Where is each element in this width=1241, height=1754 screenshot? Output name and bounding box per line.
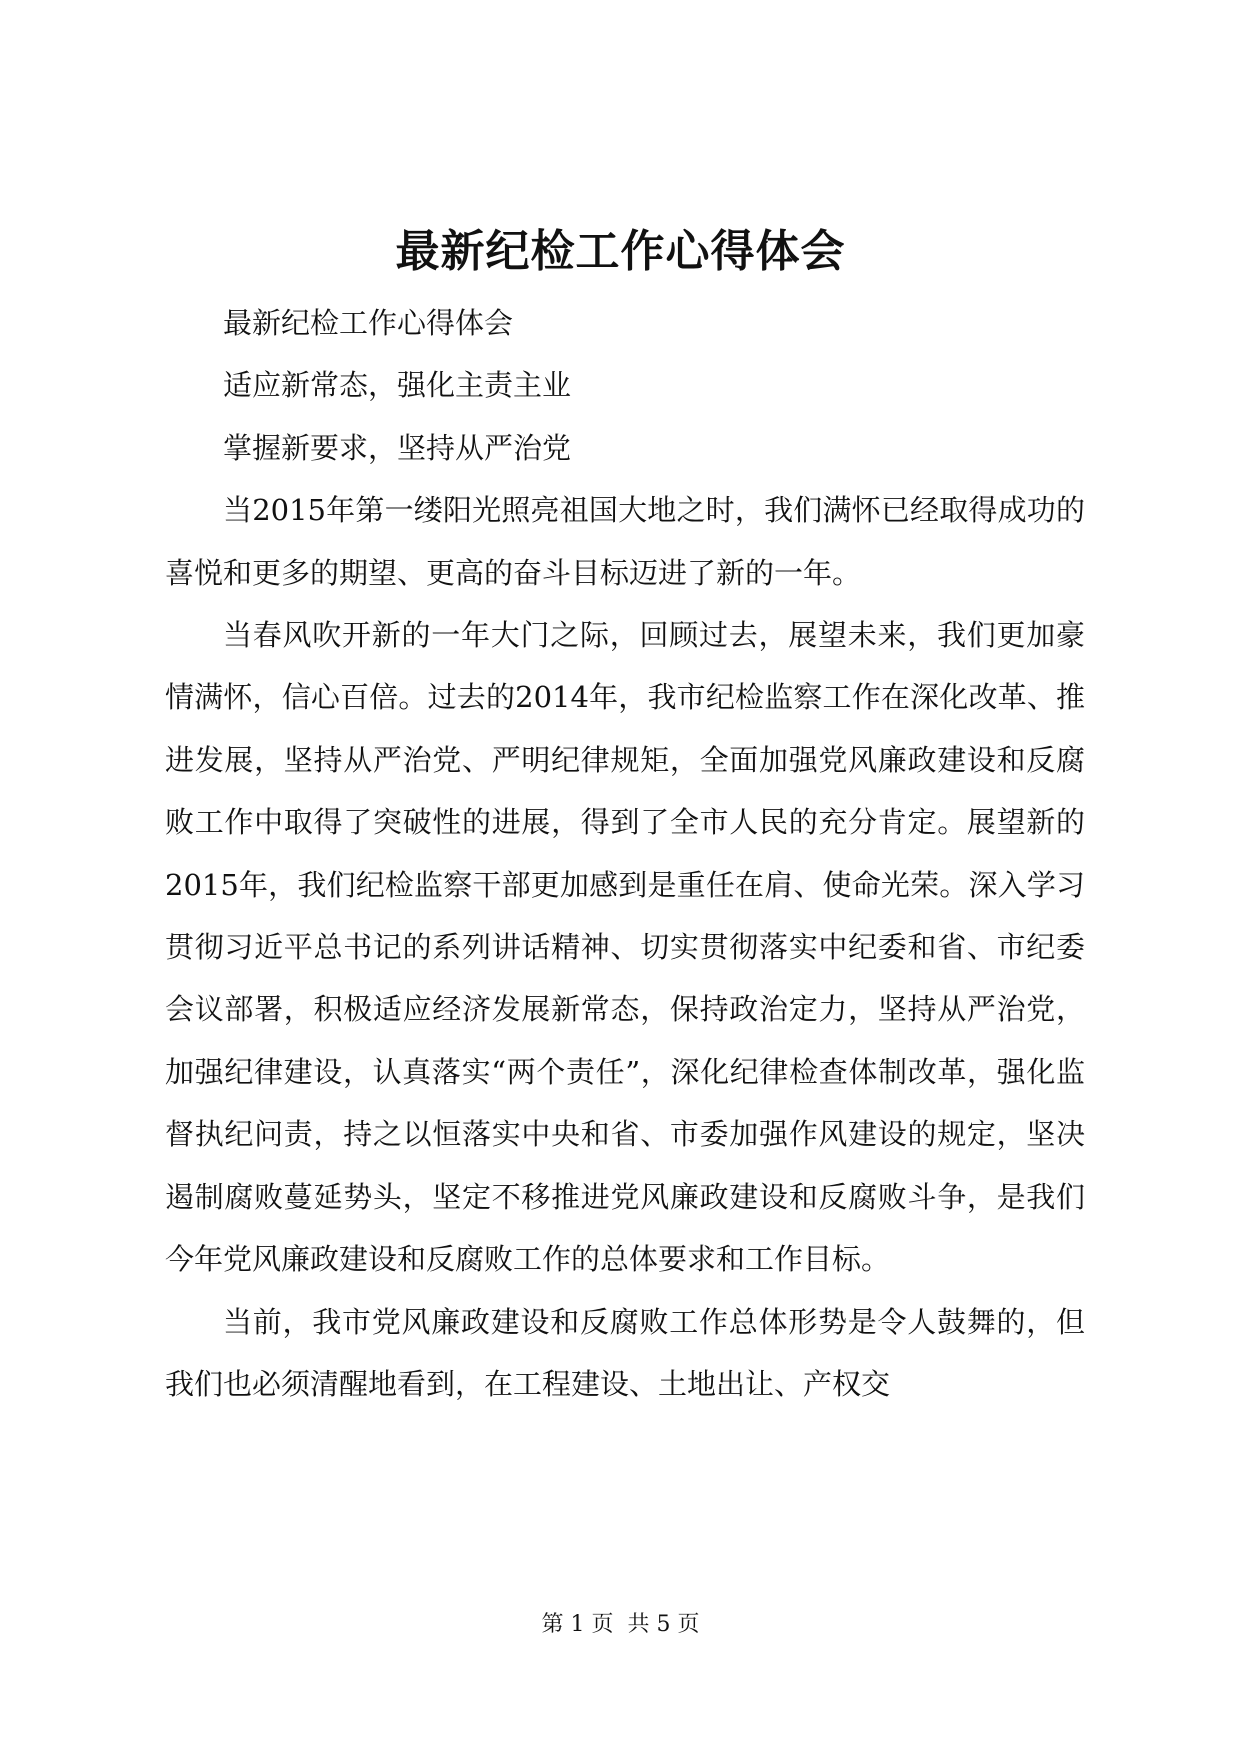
paragraph-body-3: 当前，我市党风廉政建设和反腐败工作总体形势是令人鼓舞的，但我们也必须清醒地看到，在工程建设、土地出让、产权交 [165, 1304, 1085, 1401]
paragraph-slogan-2: 掌握新要求，坚持从严治党 [223, 430, 572, 465]
paragraph-subtitle: 最新纪检工作心得体会 [223, 306, 514, 340]
paragraph-slogan-1: 适应新常态，强化主责主业 [223, 368, 572, 403]
paragraph-body-1: 当2015年第一缕阳光照亮祖国大地之时，我们满怀已经取得成功的喜悦和更多的期望、更高的奋斗目标迈进了新的一年。 [165, 493, 1085, 590]
document-body [165, 292, 1085, 1415]
page-footer [0, 1610, 1241, 1640]
paragraph-body-2: 当春风吹开新的一年大门之际，回顾过去，展望未来，我们更加豪情满怀，信心百倍。过去的2014年，我市纪检监察工作在深化改革、推进发展，坚持从严治党、严明纪律规矩，全面加强党风廉政建设和反腐败工作中取得了突破性的进展，得到了全市人民的充分肯定。展望新的2015年，我们纪检监察干部更加感到是重任在肩、使命光荣。深入学习贯彻习近平总书记的系列讲话精神、切实贯彻落实中纪委和省、市纪委会议部署，积极适应经济发展新常态，保持政治定力，坚持从严治党，加强纪律建设，认真落实“两个责任”，深化纪律检查体制改革，强化监督执纪问责，持之以恒落实中央和省、市委加强作风建设的规定，坚决遏制腐败蔓延势头，坚定不移推进党风廉政建设和反腐败斗争，是我们今年党风廉政建设和反腐败工作的总体要求和工作目标。 [165, 618, 1085, 1277]
page-total: 共 5 页 [627, 1612, 700, 1637]
document-title: 最新纪检工作心得体会 [395, 226, 846, 277]
page-number: 第 1 页 [541, 1612, 614, 1637]
